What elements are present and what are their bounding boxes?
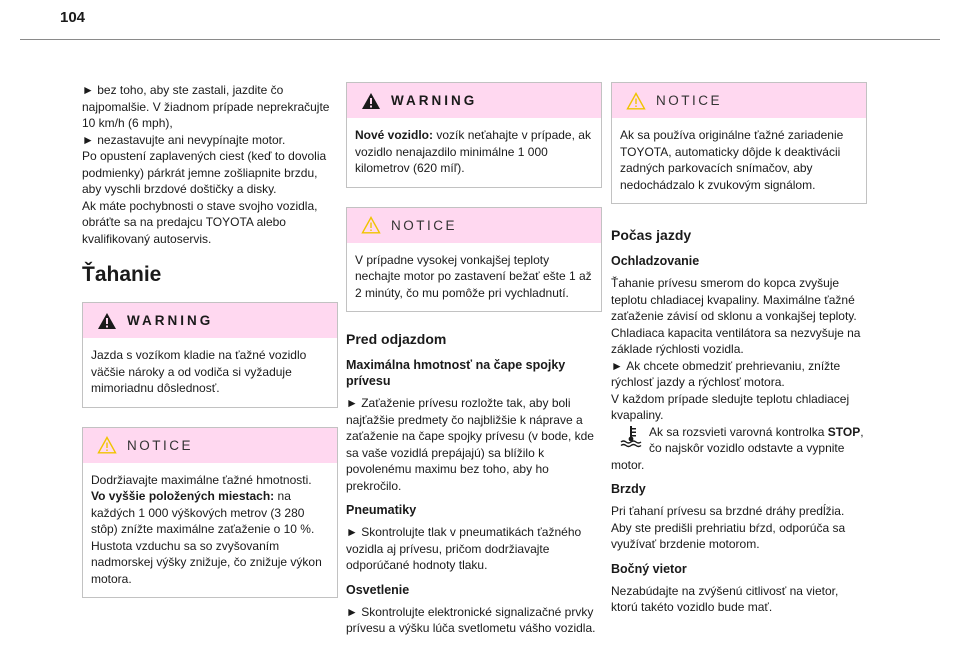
- notice-triangle-icon: [97, 436, 117, 454]
- section-title-before-departure: Pred odjazdom: [346, 331, 447, 347]
- coolant-temperature-icon: [619, 424, 643, 448]
- cooling-paragraph-1: Ťahanie prívesu smerom do kopca zvyšuje teplotu chladiacej kvapaliny. Maximálne ťažné zaťaženie závisí od sklonu a vonkajšej teploty. Chladiaca kapacita ventilátora sa nezvyšuje na základe rýchlosti vozidla.: [611, 276, 861, 356]
- warning-paragraph: [355, 127, 593, 177]
- intro-bullet-2: ► nezastavujte ani nevypínajte motor.: [82, 132, 338, 149]
- chapter-title: Ťahanie: [82, 263, 162, 286]
- lighting-text: ► Skontrolujte elektronické signalizačné prvky prívesu a výšku lúča svetlometu vášho vozidla.: [346, 604, 602, 637]
- warning-box-body: [347, 118, 601, 187]
- notice-bold-text: Vo vyššie položených miestach:: [91, 489, 275, 503]
- cooling-bullet: ► Ak chcete obmedziť prehrievaniu, znížte rýchlosť jazdy a rýchlosť motora.: [611, 358, 867, 391]
- stop-post-text: , čo najskôr vozidlo odstavte a vypnite motor.: [611, 424, 864, 472]
- warning-triangle-icon: [97, 312, 117, 330]
- intro-paragraph-1: Po opustení zaplavených ciest (keď to dovolia podmienky) párkrát jemne zošliapnite brzdu, aby vyschli brzdové doštičky a disky.: [82, 149, 327, 196]
- warning-box-header: [347, 83, 601, 118]
- notice-rest-text: na každých 1 000 výškových metrov (3 280 stôp) znížte maximálne zaťaženie o 10 %. Hustota vzduchu sa so zvyšovaním nadmorskej výšky znižuje, čo znižuje výkon motora.: [91, 489, 322, 586]
- notice-box-header: [612, 83, 866, 118]
- warning-box-new-vehicle: [346, 82, 602, 188]
- stop-bold-text: STOP: [827, 424, 861, 439]
- subheading-brakes: Brzdy: [611, 482, 646, 496]
- column-2: [346, 82, 602, 637]
- notice-label: NOTICE: [127, 437, 194, 453]
- notice-box-body: [83, 463, 337, 598]
- warning-rest-text: vozík neťahajte v prípade, ak vozidlo nenajazdilo minimálne 1 000 kilometrov (620 míľ).: [355, 128, 591, 175]
- notice-line-1: Dodržiavajte maximálne ťažné hmotnosti.: [91, 472, 312, 487]
- subheading-max-weight: Maximálna hmotnosť na čape spojky prívesu: [346, 358, 566, 388]
- warning-label: WARNING: [127, 313, 214, 328]
- section-title-while-driving: Počas jazdy: [611, 227, 692, 243]
- max-weight-text: ► Zaťaženie prívesu rozložte tak, aby boli najťažšie predmety čo najbližšie k náprave a zaťaženie na čape spojky prívesu (v bode, kde sa vaše vozidlá prepájajú) sa blížilo k povolenému maximu bez toho, aby ho prekročilo.: [346, 395, 602, 494]
- subheading-tyres: Pneumatiky: [346, 503, 417, 517]
- warning-label: WARNING: [391, 93, 478, 108]
- intro-paragraph-2: Ak máte pochybnosti o stave svojho vozidla, obráťte sa na predajcu TOYOTA alebo kvalifikovaný autoservis.: [82, 198, 318, 246]
- intro-bullet-1: ► bez toho, aby ste zastali, jazdite čo najpomalšie. V žiadnom prípade neprekračujte 10 km/h (6 mph),: [82, 82, 338, 132]
- subheading-cooling: Ochladzovanie: [611, 254, 700, 268]
- notice-box-body: [347, 243, 601, 312]
- notice-box: [82, 427, 338, 599]
- notice-triangle-icon: [626, 92, 646, 110]
- notice-box-parking-sensors: [611, 82, 867, 204]
- notice-triangle-icon: [361, 216, 381, 234]
- stop-pre-text: Ak sa rozsvieti varovná kontrolka: [649, 424, 828, 439]
- notice-paragraph: [91, 488, 329, 587]
- notice-box-body: [612, 118, 866, 203]
- notice-text: Ak sa používa originálne ťažné zariadenie TOYOTA, automaticky dôjde k deaktivácii zadných parkovacích snímačov, aby nedochádzalo k zvukovým signálom.: [620, 128, 844, 192]
- notice-box-header: [347, 208, 601, 243]
- notice-label: NOTICE: [391, 217, 458, 233]
- page-number: 104: [60, 9, 86, 26]
- warning-triangle-icon: [361, 92, 381, 110]
- warning-box: [82, 302, 338, 408]
- warning-text: Jazda s vozíkom kladie na ťažné vozidlo väčšie nároky a od vodiča si vyžaduje mimoriadnu dôslednosť.: [91, 348, 307, 395]
- cooling-paragraph-2: V každom prípade sledujte teplotu chladiacej kvapaliny.: [611, 391, 850, 422]
- subheading-crosswind: Bočný vietor: [611, 561, 687, 576]
- crosswind-text: Nezabúdajte na zvýšenú citlivosť na vietor, ktorú takéto vozidlo bude mať.: [611, 583, 839, 614]
- warning-box-header: [83, 303, 337, 338]
- brakes-text: Pri ťahaní prívesu sa brzdné dráhy predĺžia. Aby ste predišli prehriatiu bŕzd, odporúča sa využívať brzdenie motorom.: [611, 504, 846, 551]
- warning-bold-text: Nové vozidlo:: [355, 128, 434, 142]
- subheading-lighting: Osvetlenie: [346, 582, 410, 597]
- notice-label: NOTICE: [656, 93, 723, 108]
- notice-text: V prípadne vysokej vonkajšej teploty nechajte motor po zastavení bežať ešte 1 až 2 minúty, čo mu pomôže pri vychladnutí.: [355, 252, 592, 300]
- top-rule: [20, 39, 940, 40]
- column-1: [82, 82, 338, 617]
- tyres-text: ► Skontrolujte tlak v pneumatikách ťažného vozidla aj prívesu, pričom dodržiavajte odporúčané hodnoty tlaku.: [346, 524, 602, 574]
- notice-box-header: [83, 428, 337, 463]
- warning-box-body: [83, 338, 337, 407]
- stop-warning-paragraph: [611, 424, 867, 474]
- column-3: [611, 82, 867, 616]
- notice-box-engine: [346, 207, 602, 313]
